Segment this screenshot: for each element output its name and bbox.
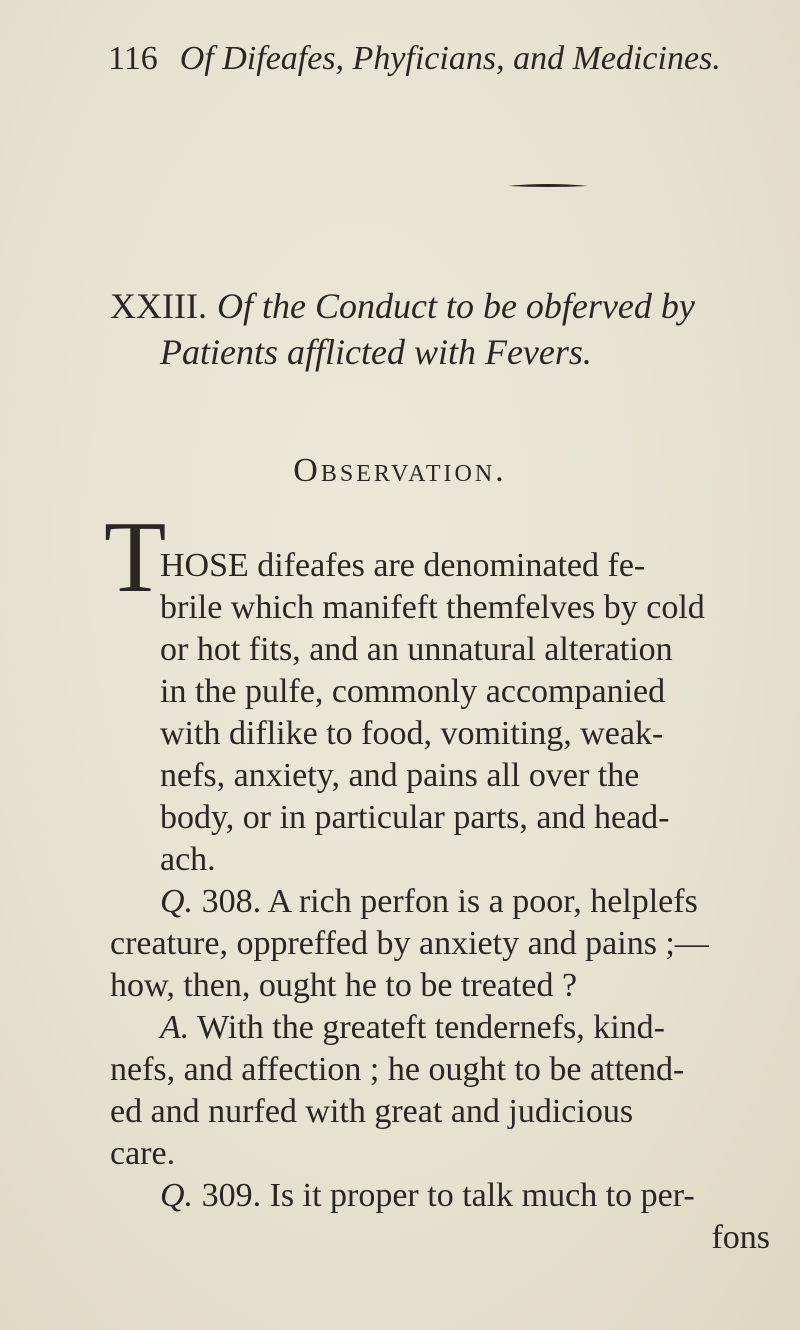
text-line: brile which manifeft themfelves by cold: [160, 589, 705, 626]
chapter-number: XXIII.: [110, 286, 207, 326]
page-number: 116: [108, 40, 158, 77]
answer-label: A.: [160, 1009, 190, 1046]
drop-cap: T: [104, 501, 167, 614]
text-line: HOSE difeafes are denominated fe-: [160, 547, 646, 584]
text-line: with diflike to food, vomiting, weak-: [160, 715, 664, 752]
text-line: how, then, ought he to be treated ?: [110, 967, 578, 1004]
text-line: nefs, anxiety, and pains all over the: [160, 757, 640, 794]
body-text: [110, 545, 770, 1259]
question-308: [110, 881, 770, 923]
section-heading: Observation.: [293, 452, 507, 489]
running-title: Of Difeafes, Phyficians, and Medicines.: [179, 40, 721, 77]
text-line: care.: [110, 1135, 176, 1172]
text-line: ed and nurfed with great and judicious: [110, 1093, 634, 1130]
catchword: fons: [711, 1219, 770, 1256]
question-text: 309. Is it proper to talk much to per-: [201, 1177, 695, 1214]
ornament-rule: [508, 183, 588, 188]
text-line: in the pulfe, commonly accompanied: [160, 673, 666, 710]
question-label: Q.: [160, 1177, 194, 1214]
question-text: 308. A rich perfon is a poor, helplefs: [201, 883, 698, 920]
text-line: body, or in particular parts, and head-: [160, 799, 670, 836]
text-line: creature, oppreffed by anxiety and pains ;—: [110, 925, 709, 962]
question-label: Q.: [160, 883, 194, 920]
text-line: or hot fits, and an unnatural alteration: [160, 631, 673, 668]
running-head: [108, 40, 721, 78]
chapter-title-line1: Of the Conduct to be obferved by: [216, 286, 695, 326]
text-line: ach.: [160, 841, 216, 878]
question-309: [110, 1175, 770, 1217]
answer-308: [110, 1007, 770, 1049]
chapter-heading: [110, 283, 770, 375]
text-line: nefs, and affection ; he ought to be attend-: [110, 1051, 685, 1088]
chapter-title-line2: Patients afflicted with Fevers.: [160, 332, 592, 372]
answer-text: With the greateft tendernefs, kind-: [197, 1009, 666, 1046]
